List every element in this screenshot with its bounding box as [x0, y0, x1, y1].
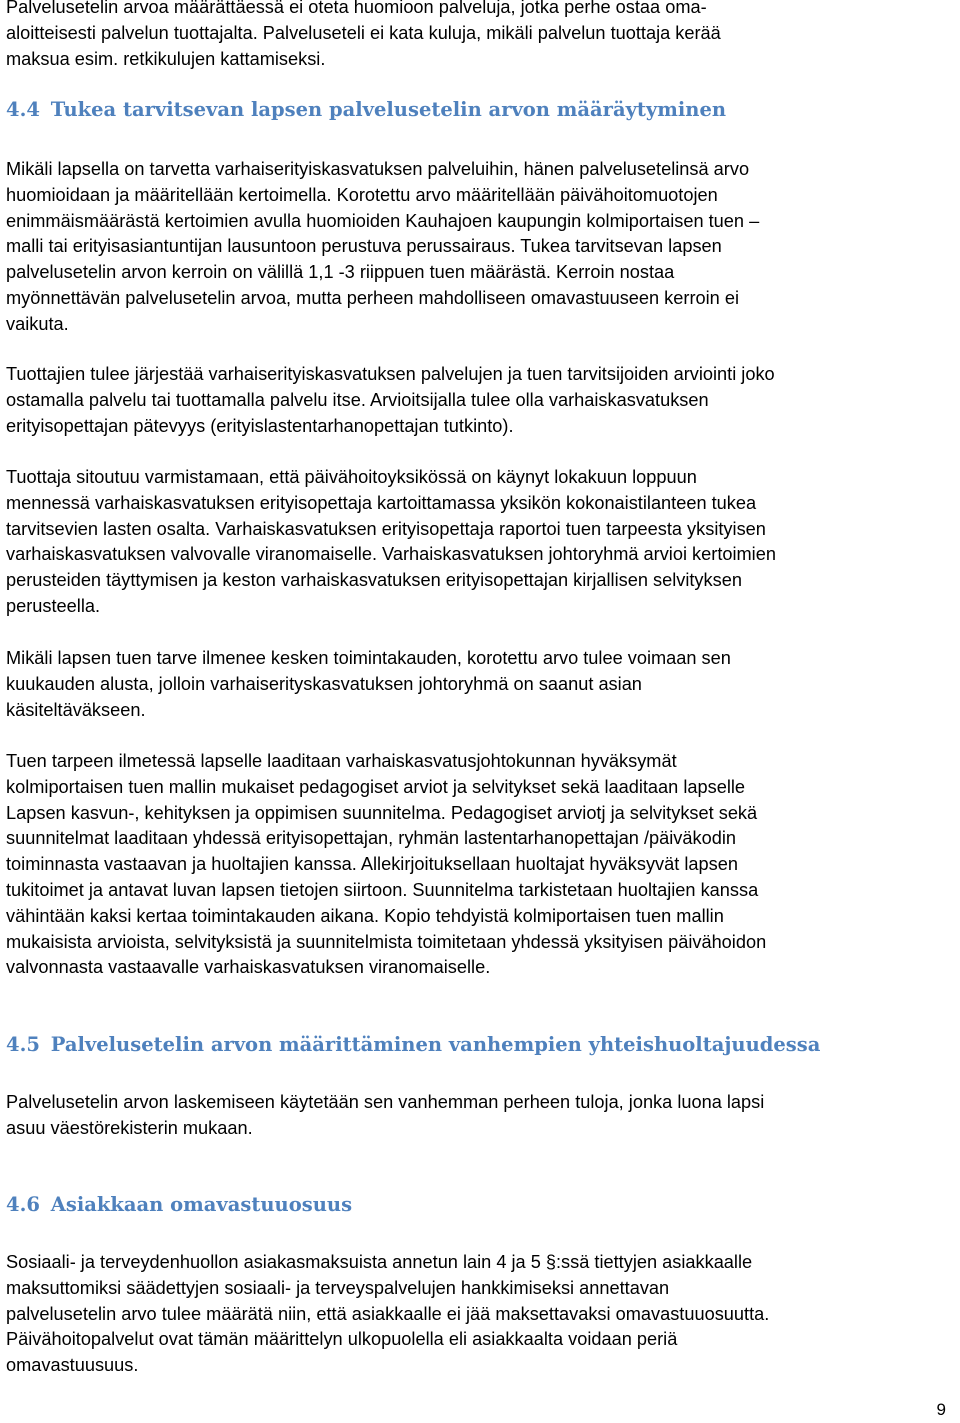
text-line: palvelusetelin arvon kerroin on välillä 1,1 -3 riippuen tuen määrästä. Kerroin nostaa — [6, 262, 675, 283]
text-line: toiminnasta vastaavan ja huoltajien kanssa. Allekirjoituksellaan huoltajat hyväksyvät lapsen — [6, 854, 738, 875]
text-line: vähintään kaksi kertaa toimintakauden aikana. Kopio tehdyistä kolmiportaisen tuen mallin — [6, 905, 724, 926]
text-line: varhaiskasvatuksen valvovalle viranomaiselle. Varhaiskasvatuksen johtoryhmä arvioi kertoimien — [6, 544, 776, 565]
text-line: tukitoimet ja antavat luvan lapsen tietojen siirtoon. Suunnitelma tarkistetaan huoltajien kanssa — [6, 879, 759, 900]
section-heading-4-5 — [6, 1031, 820, 1059]
paragraph — [6, 362, 775, 439]
section-title: Asiakkaan omavastuuosuus — [50, 1193, 353, 1216]
section-title: Tukea tarvitsevan lapsen palvelusetelin arvon määräytyminen — [50, 98, 727, 121]
text-line: Tuen tarpeen ilmetessä lapselle laaditaan varhaiskasvatusjohtokunnan hyväksymät — [6, 751, 677, 771]
section-title: Palvelusetelin arvon määrittäminen vanhempien yhteishuoltajuudessa — [50, 1033, 821, 1056]
text-line: mennessä varhaiskasvatuksen erityisopettaja kartoittamassa yksikön kokonaistilanteen tukea — [6, 492, 757, 513]
text-line: asuu väestörekisterin mukaan. — [6, 1117, 253, 1138]
text-line: suunnitelmat laaditaan yhdessä erityisopettajan, ryhmän lastentarhanopettajan /päiväkodin — [6, 828, 736, 849]
text-line: ostamalla palvelu tai tuottamalla palvelu itse. Arvioitsijalla tulee olla varhaiskasvatuksen — [6, 389, 709, 410]
section-number: 4.4 — [6, 98, 40, 121]
text-line: enimmäismäärästä kertoimien avulla huomioiden Kauhajoen kaupungin kolmiportaisen tuen – — [6, 210, 760, 231]
text-line: Tuottajien tulee järjestää varhaiserityiskasvatuksen palvelujen ja tuen tarvitsijoiden arviointi joko — [6, 364, 775, 384]
intro-paragraph — [6, 0, 721, 72]
text-line: huomioidaan ja määritellään kertoimella. Korotettu arvo määritellään päivähoitomuotojen — [6, 184, 718, 205]
text-line: Lapsen kasvun-, kehityksen ja oppimisen suunnitelma. Pedagogiset arviotj ja selvitykset sekä — [6, 802, 758, 823]
text-line: erityisopettajan pätevyys (erityislastentarhanopettajan tutkinto). — [6, 415, 514, 436]
paragraph — [6, 1250, 769, 1379]
text-line: Tuottaja sitoutuu varmistamaan, että päivähoitoyksikössä on käynyt lokakuun loppuun — [6, 467, 697, 487]
paragraph — [6, 646, 731, 723]
text-line: palvelusetelin arvo tulee määrätä niin, että asiakkaalle ei jää maksettavaksi omavastuuosuutta. — [6, 1303, 770, 1324]
text-line: kuukauden alusta, jolloin varhaiserityskasvatuksen johtoryhmä on saanut asian — [6, 673, 642, 694]
text-line: perusteiden täyttymisen ja keston varhaiskasvatuksen erityisopettajan kirjallisen selvityksen — [6, 570, 742, 591]
text-line: aloitteisesti palvelun tuottajalta. Palveluseteli ei kata kuluja, mikäli palvelun tuottaja kerää — [6, 22, 721, 43]
text-line: maksua esim. retkikulujen kattamiseksi. — [6, 48, 326, 69]
text-line: Palvelusetelin arvoa määrättäessä ei oteta huomioon palveluja, jotka perhe ostaa oma- — [6, 0, 707, 17]
text-line: Päivähoitopalvelut ovat tämän määrittelyn ulkopuolella eli asiakkaalta voidaan periä — [6, 1329, 678, 1350]
paragraph — [6, 157, 759, 338]
section-number: 4.6 — [6, 1193, 40, 1216]
paragraph — [6, 465, 776, 620]
text-line: valvonnasta vastaavalle varhaiskasvatuksen viranomaiselle. — [6, 957, 491, 978]
paragraph — [6, 1090, 764, 1142]
text-line: Mikäli lapsen tuen tarve ilmenee kesken toimintakauden, korotettu arvo tulee voimaan sen — [6, 648, 731, 668]
section-heading-4-6 — [6, 1191, 352, 1219]
section-heading-4-4 — [6, 96, 726, 124]
text-line: Mikäli lapsella on tarvetta varhaiserityiskasvatuksen palveluihin, hänen palvelusetelinsä arvo — [6, 159, 750, 179]
text-line: perusteella. — [6, 595, 101, 616]
paragraph — [6, 749, 766, 981]
text-line: omavastuusuus. — [6, 1355, 139, 1376]
text-line: malli tai erityisasiantuntijan lausuntoon perustuva perussairaus. Tukea tarvitsevan lapsen — [6, 236, 722, 257]
text-line: Palvelusetelin arvon laskemiseen käytetään sen vanhemman perheen tuloja, jonka luona lapsi — [6, 1092, 765, 1112]
text-line: tarvitsevien lasten osalta. Varhaiskasvatuksen erityisopettaja raportoi tuen tarpeesta yksityisen — [6, 518, 766, 539]
text-line: maksuttomiksi säädettyjen sosiaali- ja terveyspalvelujen hankkimiseksi annettavan — [6, 1277, 670, 1298]
page-number: 9 — [936, 1400, 946, 1419]
text-line: vaikuta. — [6, 313, 69, 334]
text-line: myönnettävän palvelusetelin arvoa, mutta perheen mahdolliseen omavastuuseen kerroin ei — [6, 287, 739, 308]
text-line: mukaisista arvioista, selvityksistä ja suunnitelmista toimitetaan yhdessä yksityisen päivähoidon — [6, 931, 767, 952]
section-number: 4.5 — [6, 1033, 40, 1056]
text-line: käsiteltäväkseen. — [6, 699, 146, 720]
text-line: kolmiportaisen tuen mallin mukaiset pedagogiset arviot ja selvitykset sekä laaditaan lapselle — [6, 776, 746, 797]
text-line: Sosiaali- ja terveydenhuollon asiakasmaksuista annetun lain 4 ja 5 §:ssä tiettyjen asiakkaalle — [6, 1252, 753, 1272]
